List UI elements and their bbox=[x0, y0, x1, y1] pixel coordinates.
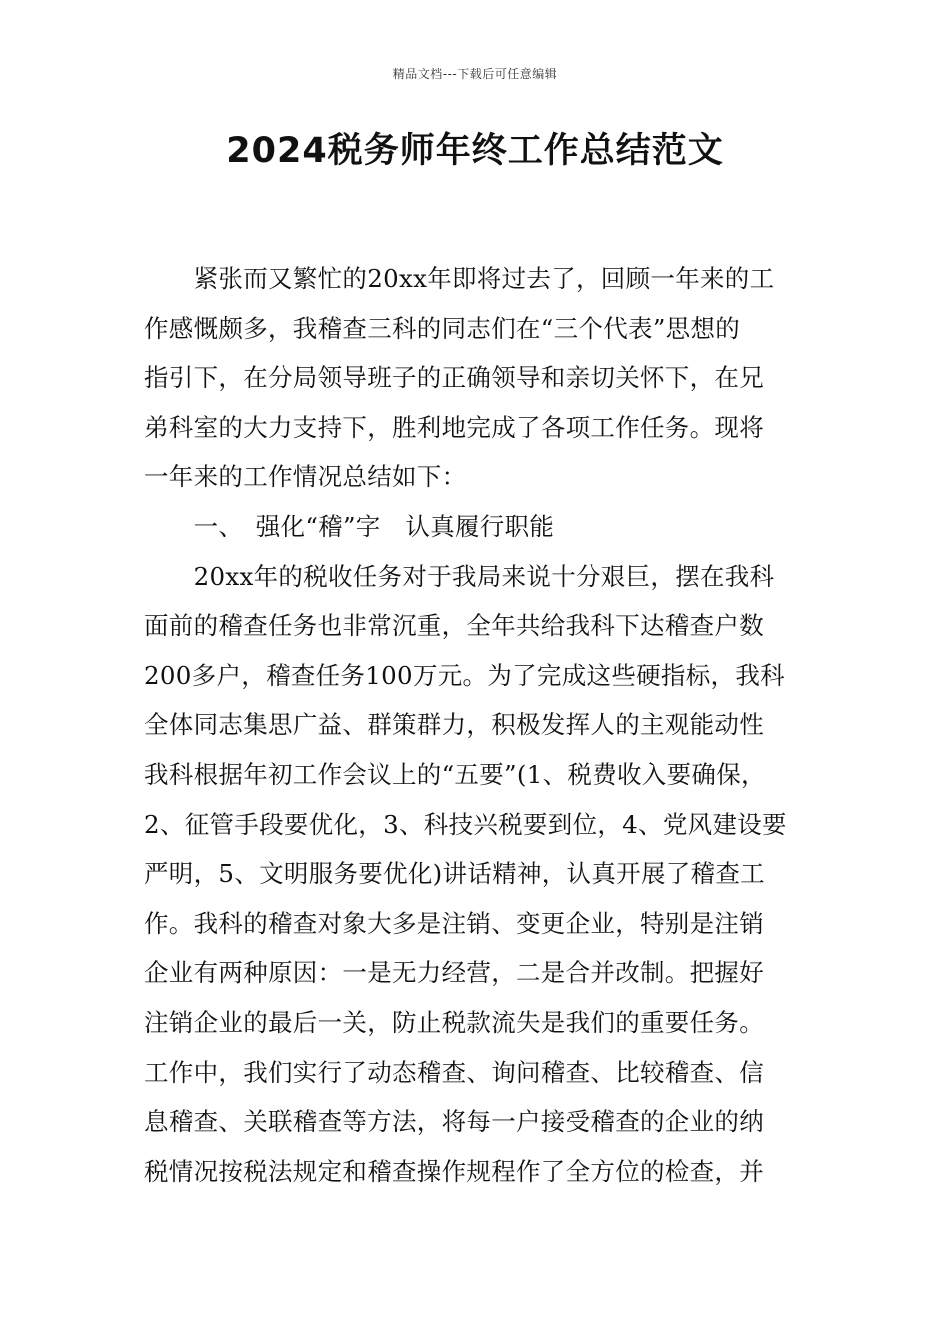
body-line: 我科根据年初工作会议上的“五要”(1、税费收入要确保， bbox=[144, 759, 766, 789]
body-line: 作。我科的稽查对象大多是注销、变更企业，特别是注销 bbox=[144, 908, 764, 938]
body-line: 税情况按税法规定和稽查操作规程作了全方位的检查，并 bbox=[144, 1156, 764, 1186]
body-line: 紧张而又繁忙的20xx年即将过去了，回顾一年来的工 bbox=[144, 264, 775, 293]
document-body bbox=[144, 254, 824, 1196]
body-line: 指引下，在分局领导班子的正确领导和亲切关怀下，在兄 bbox=[144, 363, 764, 393]
body-line: 息稽查、关联稽查等方法，将每一户接受稽查的企业的纳 bbox=[144, 1107, 764, 1137]
body-line: 面前的稽查任务也非常沉重，全年共给我科下达稽查户数 bbox=[144, 611, 764, 641]
body-line: 注销企业的最后一关，防止税款流失是我们的重要任务。 bbox=[144, 1007, 764, 1037]
body-line: 20xx年的税收任务对于我局来说十分艰巨，摆在我科 bbox=[144, 561, 775, 591]
body-line: 一、 强化“稽”字 认真履行职能 bbox=[144, 511, 555, 541]
body-line: 企业有两种原因：一是无力经营，二是合并改制。把握好 bbox=[144, 958, 764, 988]
header-note: 精品文档---下载后可任意编辑 bbox=[392, 67, 558, 81]
body-line: 一年来的工作情况总结如下： bbox=[144, 462, 467, 492]
body-line: 200多户，稽查任务100万元。为了完成这些硬指标，我科 bbox=[144, 660, 785, 690]
body-line: 全体同志集思广益、群策群力，积极发挥人的主观能动性 bbox=[144, 710, 764, 740]
body-line: 作感慨颇多，我稽查三科的同志们在“三个代表”思想的 bbox=[144, 313, 741, 343]
body-line: 弟科室的大力支持下，胜利地完成了各项工作任务。现将 bbox=[144, 412, 764, 442]
document-title: 2024税务师年终工作总结范文 bbox=[226, 131, 724, 171]
body-line: 工作中，我们实行了动态稽查、询问稽查、比较稽查、信 bbox=[144, 1057, 764, 1087]
body-line: 2、征管手段要优化，3、科技兴税要到位，4、党风建设要 bbox=[144, 809, 787, 839]
body-line: 严明，5、文明服务要优化)讲话精神，认真开展了稽查工 bbox=[144, 859, 765, 889]
